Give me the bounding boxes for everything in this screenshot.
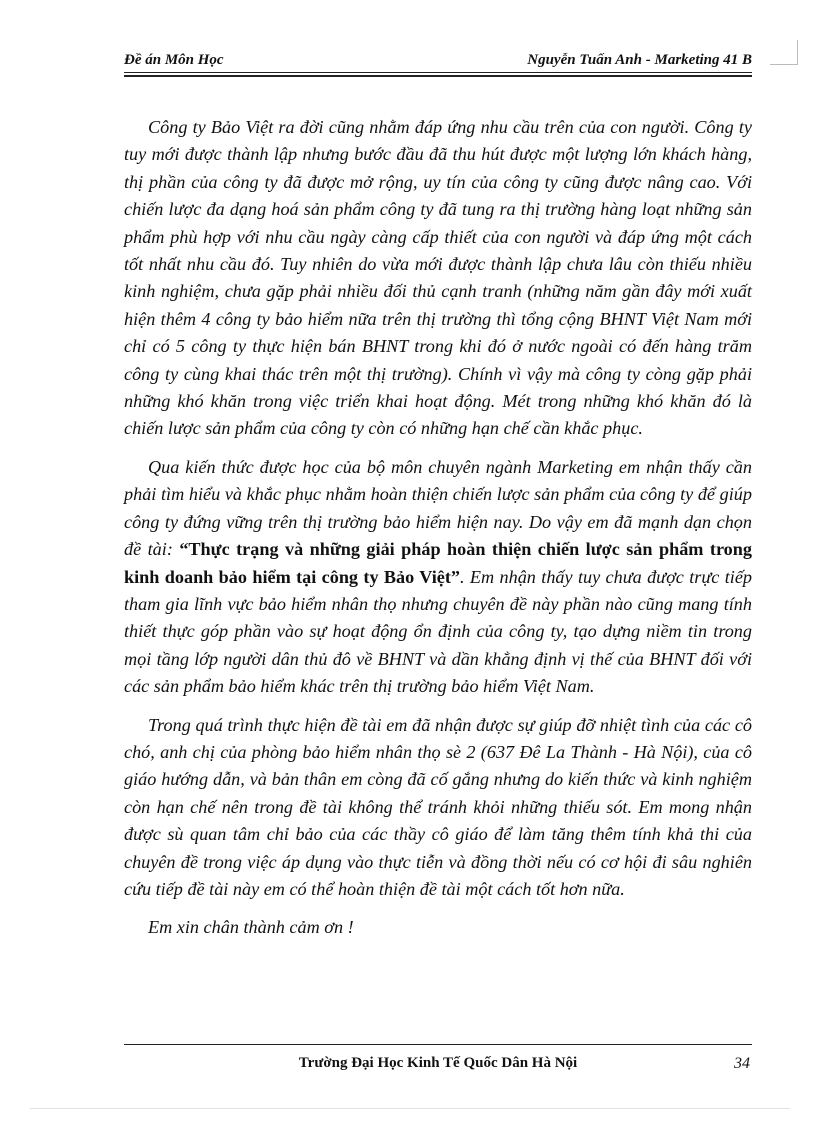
footer-university: Trường Đại Học Kinh Tế Quốc Dân Hà Nội [298, 1055, 578, 1071]
document-body [124, 114, 752, 953]
crop-mark-vertical [797, 40, 798, 65]
header-rule [124, 75, 752, 77]
thesis-title: “Thực trạng và những giải pháp hoàn thiện chiến lược sản phẩm trong kinh doanh bảo hiểm tại công ty Bảo Việt” [124, 539, 752, 587]
crop-mark-horizontal [770, 64, 797, 65]
paragraph-2 [124, 454, 752, 701]
page-header [124, 50, 752, 73]
page-bottom-edge [30, 1108, 790, 1109]
page-number: 34 [734, 1055, 750, 1072]
header-author: Nguyễn Tuấn Anh - Marketing 41 B [527, 52, 752, 68]
paragraph-2-intro: Qua kiến thức được học của bộ môn chuyên ngành Marketing em nhận thấy cần phải tìm hiểu và khắc phục nhằm hoàn thiện chiến lược sản phẩm của công ty để giúp công ty đứng vững trên thị trường bảo hiểm hiện nay. Do vậy em đã mạnh dạn chọn đề tài: [124, 456, 752, 560]
paragraph-4-thanks: Em xin chân thành cảm ơn ! [148, 917, 354, 938]
paragraph-3: Trong quá trình thực hiện đề tài em đã nhận được sự giúp đỡ nhiệt tình của các cô chó, anh chị của phòng bảo hiểm nhân thọ sè 2 (637 Đê La Thành - Hà Nội), của cô giáo hướng dẫn, và bản thân em còng đã cố gắng nhưng do kiến thức và kinh nghiệm còn hạn chế nên trong đề tài không thể tránh khỏi những thiếu sót. Em mong nhận được sù quan tâm chỉ bảo của các thầy cô giáo để làm tăng thêm tính khả thi của chuyên đề trong việc áp dụng vào thực tiễn và đồng thời nếu có cơ hội đi sâu nghiên cứu tiếp đề tài này em có thể hoàn thiện đề tài một cách tốt hơn nữa. [124, 714, 752, 899]
header-course-title: Đề án Môn Học [124, 52, 224, 68]
page-footer [124, 1052, 752, 1076]
paragraph-1: Công ty Bảo Việt ra đời cũng nhằm đáp ứng nhu cầu trên của con người. Công ty tuy mới được thành lập nhưng bước đầu đã thu hút được một lượng lớn khách hàng, thị phần của công ty đã được mở rộng, uy tín của công ty cũng được nâng cao. Với chiến lược đa dạng hoá sản phẩm công ty đã tung ra thị trường hàng loạt những sản phẩm phù hợp với nhu cầu ngày càng cấp thiết của con người và đáp ứng một cách tốt nhất nhu cầu đó. Tuy nhiên do vừa mới được thành lập chưa lâu còn thiếu nhiều kinh nghiệm, chưa gặp phải nhiều đối thủ cạnh tranh (những năm gần đây mới xuất hiện thêm 4 công ty bảo hiểm nữa trên thị trường thì tổng cộng BHNT Việt Nam mới chỉ có 5 công ty thực hiện bán BHNT trong khi đó ở nước ngoài có đến hàng trăm công ty cùng khai thác trên một thị trường). Chính vì vậy mà công ty còng gặp phải những khó khăn trong việc triển khai hoạt động. Mét trong những khó khăn đó là chiến lược sản phẩm của công ty còn có những hạn chế cần khắc phục. [124, 117, 752, 439]
footer-rule [124, 1044, 752, 1045]
paragraph-2-rest: . Em nhận thấy tuy chưa được trực tiếp tham gia lĩnh vực bảo hiểm nhân thọ nhưng chuyên đề này phần nào cũng mang tính thiết thực góp phần vào sự hoạt động ổn định của công ty, tạo dựng niềm tin trong mọi tầng lớp người dân thủ đô về BHNT và dần khẳng định vị thế của BHNT đối với các sản phẩm bảo hiểm khác trên thị trường bảo hiểm Việt Nam. [124, 566, 752, 697]
